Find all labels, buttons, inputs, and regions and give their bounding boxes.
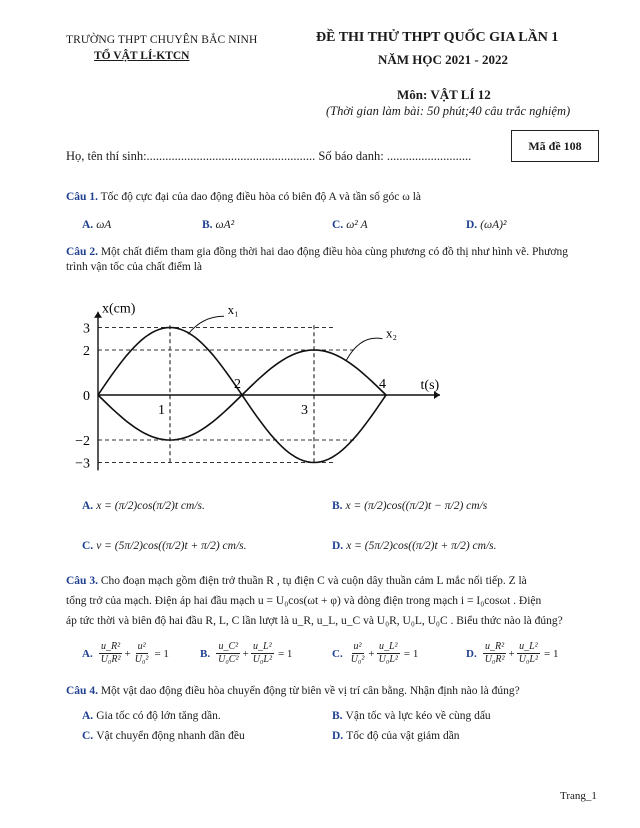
question-text: Tốc độ cực đại của dao động điều hòa có biên độ A và tần số góc ω là (100, 191, 422, 203)
series-2-pointer (346, 338, 382, 360)
x-tick-label: 3 (301, 403, 308, 418)
question-label: Câu 4. (66, 685, 98, 697)
question-1 (66, 190, 586, 205)
question-label: Câu 1. (66, 191, 98, 203)
series-1-label: x₁ (227, 302, 239, 317)
series-2-label: x₂ (386, 325, 398, 341)
question-4 (66, 684, 586, 699)
x-tick-label: 1 (158, 403, 165, 418)
student-info-line: Họ, tên thí sinh:...................................................... Số báo danh: ........................... (66, 149, 472, 163)
page-number: Trang_1 (560, 790, 597, 802)
q3-option-c: C. u² U₀² + $\frac{\text{u\_L²}}{\text{U₀L²}}$ = 1 (332, 641, 419, 665)
school-year: NĂM HỌC 2021 - 2022 (378, 52, 508, 67)
exam-code-box (511, 130, 599, 162)
x-tick-label: 4 (379, 377, 386, 392)
x-axis-label: t(s) (420, 378, 440, 393)
question-3: Câu 3. Cho đoạn mạch gồm điện trở thuần R , tụ điện C và cuộn dây thuần cảm L mắc nối tiếp. Z là tổng trở của mạch. Điện áp hai đầu mạch u = U₀cos(ωt + φ) và dòng điện trong mạch i = I₀cosωt . Điện áp tức thời và biên độ hai đầu R, L, C lần lượt là u_R, u_L, u_C và U₀R, U₀L, U₀C . Biểu thức nào là đúng? (66, 575, 563, 627)
q4-option-d: D. Tốc độ của vật giảm dần (332, 730, 460, 742)
question-label: Câu 3. (66, 575, 98, 587)
q2-option-b: B. x = (π/2)cos((π/2)t − π/2) cm/s (332, 500, 488, 512)
exam-title: ĐỀ THI THỬ THPT QUỐC GIA LẦN 1 (316, 30, 559, 45)
q1-option-b: B. ωA² (202, 219, 235, 231)
question-text: Một chất điểm tham gia đồng thời hai dao động điều hòa cùng phương có đồ thị như hình vẽ. Phương trình vận tốc của chất điểm là (66, 246, 568, 273)
y-tick-label: 2 (83, 344, 90, 359)
q4-option-a: A. Gia tốc có độ lớn tăng dần. (82, 710, 221, 722)
y-tick-label: 0 (83, 389, 90, 404)
q3-option-a: A. u_R² U₀R² + $\frac{\text{u²}}{\text{U₀²}}$ = 1 (82, 641, 169, 665)
y-tick-label: 3 (83, 321, 90, 337)
q2-option-c: C. v = (5π/2)cos((π/2)t + π/2) cm/s. (82, 540, 247, 552)
y-axis-arrow (94, 312, 102, 318)
q2-option-d: D. x = (5π/2)cos((π/2)t + π/2) cm/s. (332, 540, 497, 552)
department-name: TỔ VẬT LÍ-KTCN (94, 50, 190, 62)
y-axis-label: x(cm) (102, 301, 136, 317)
subject: Môn: VẬT LÍ 12 (397, 87, 491, 102)
q2-option-a: A. x = (π/2)cos(π/2)t cm/s. (82, 500, 205, 512)
q1-option-d: D. (ωA)² (466, 219, 507, 231)
question-2 (66, 245, 586, 275)
series-1-pointer (188, 316, 224, 334)
q4-option-c: C. Vật chuyển động nhanh dần đều (82, 730, 245, 742)
q3-option-d: D. u_R² U₀R² + $\frac{\text{u\_L²}}{\text{U₀L²}}$ = 1 (466, 641, 559, 665)
question-label: Câu 2. (66, 246, 98, 258)
y-tick-label: −3 (75, 456, 90, 472)
q3-option-b: B. u_C² U₀C² + $\frac{\text{u\_L²}}{\text{U₀L²}}$ = 1 (200, 641, 293, 665)
q1-option-c: C. ω² A (332, 219, 368, 231)
q4-option-b: B. Vận tốc và lực kéo về cùng dấu (332, 710, 491, 722)
school-name: TRƯỜNG THPT CHUYÊN BẮC NINH (66, 34, 258, 46)
x-tick-label: 2 (234, 377, 241, 392)
time-note: (Thời gian làm bài: 50 phút;40 câu trắc nghiệm) (326, 104, 571, 118)
oscillation-chart (60, 285, 460, 475)
q1-option-a: A. ωA (82, 219, 112, 231)
exam-code: Mã đề 108 (528, 138, 582, 153)
question-text: Một vật dao động điều hòa chuyển động từ biên về vị trí cân bằng. Nhận định nào là đúng? (100, 685, 520, 697)
y-tick-label: −2 (75, 434, 90, 449)
